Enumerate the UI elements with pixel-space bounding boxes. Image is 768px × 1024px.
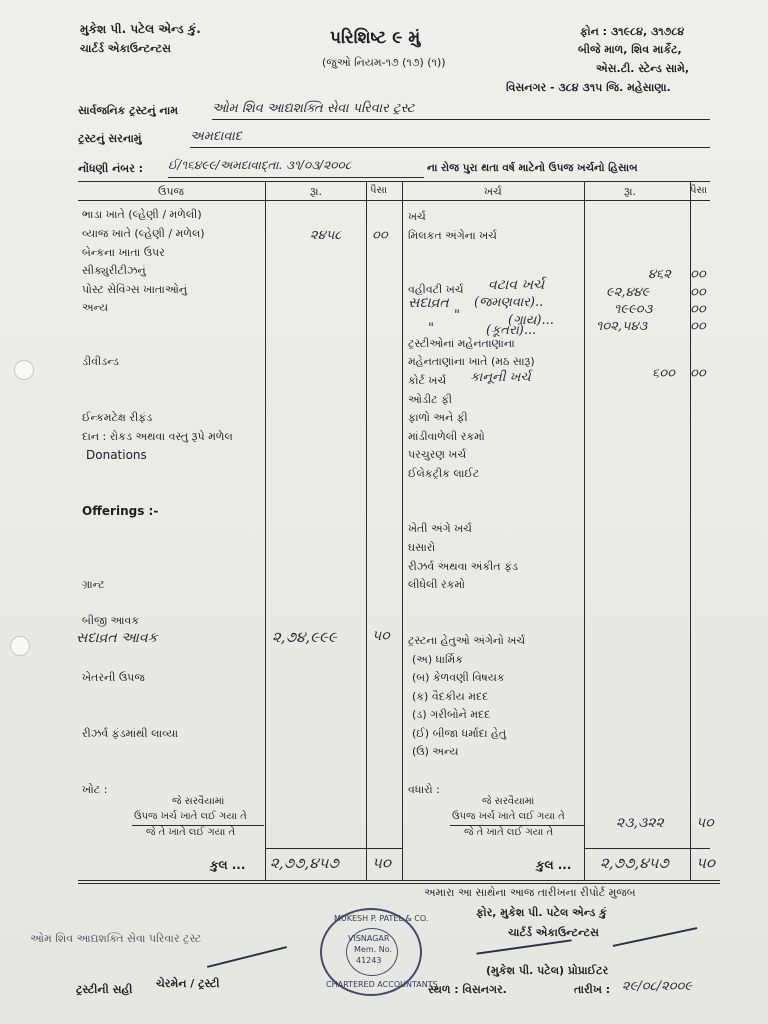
balance-note: જે સરવૈયામાં xyxy=(482,796,535,807)
balance-note: જે તે ખાતે લઈ ગયા તે xyxy=(464,827,554,838)
expense-poor: (ડ) ગરીબોને મદદ xyxy=(412,708,491,721)
expense-court-ps: ૦૦ xyxy=(690,366,706,381)
expense-charitable: (ઈ) બીજા ધર્માદા હેતુ xyxy=(412,727,507,740)
trust-name-value: ઓમ શિવ આદ્યશક્તિ સેવા પરિવાર ટ્રસ્ટ xyxy=(212,101,415,116)
expense-birds-rs: ૧૦૨,૫૪૩ xyxy=(596,319,648,334)
total-expense-ps: ૫૦ xyxy=(696,854,715,872)
total-rule xyxy=(584,848,710,849)
firm-address: એસ.ટી. સ્ટેન્ડ સામે, xyxy=(596,62,690,75)
expense-admin-rs: ૪૬૨ xyxy=(648,267,671,282)
column-divider xyxy=(265,181,266,880)
expense-misc: પરચુરણ ખર્ચ xyxy=(408,448,467,461)
income-sadavrat: સદાવ્રત આવક xyxy=(76,630,158,646)
expense-admin-ps: ૦૦ xyxy=(690,267,706,282)
expense-remuneration: મહેનતાણાંના ખાતે (મઠ સારૂ) xyxy=(408,355,535,368)
income-interest-rs: ૨૪૫૮ xyxy=(310,228,342,243)
date-value: ૨૯/૦૮/૨૦૦૯ xyxy=(622,979,693,994)
balance-note: ઉપજ ખર્ચ ખાતે લઈ ગયા તે xyxy=(452,811,565,822)
expense-court: કોર્ટ ખર્ચ xyxy=(408,374,447,387)
expense-admin: વહીવટી ખર્ચ xyxy=(408,283,464,296)
seal-city: VISNAGAR xyxy=(348,934,390,943)
expense-others: (ઉ) અન્ય xyxy=(412,745,459,758)
expense-property: મિલકત અંગેના ખર્ચ xyxy=(408,229,497,242)
expense-admin-hw: વટાવ ખર્ચ xyxy=(488,277,545,293)
table-header-border xyxy=(78,200,710,201)
trust-address-label: ટ્રસ્ટનું સરનામું xyxy=(78,132,142,145)
seal-top-text: MUKESH P. PATEL & CO. xyxy=(334,914,429,923)
underline xyxy=(190,147,710,148)
total-label: કુલ ... xyxy=(536,858,572,872)
income-grant: ગ્રાન્ટ xyxy=(82,578,105,591)
expense-food-rs: ૯૨,૪૪૯ xyxy=(606,285,650,300)
income-other-income: બીજી આવક xyxy=(82,614,140,627)
expense-reserve-fund: રીઝર્વ અથવા અંકીત ફંડ xyxy=(408,560,518,573)
income-interest-ps: ૦૦ xyxy=(372,228,388,243)
trustee-signature xyxy=(207,946,287,968)
ditto-mark: " xyxy=(428,321,434,336)
income-donations-en: Donations xyxy=(86,448,147,462)
ditto-mark: " xyxy=(454,308,460,323)
expense-education: (બ) કેળવણી વિષયક xyxy=(412,671,505,684)
ca-seal xyxy=(320,908,438,996)
trustee-signature-label: ટ્રસ્ટીની સહી xyxy=(76,983,133,996)
expense-sadavrat-food: (જમણવાર).. xyxy=(474,295,544,310)
expense-sadavrat: સદાવ્રત xyxy=(408,295,449,311)
expense-contribution: ફાળો અને ફી xyxy=(408,411,468,424)
income-other: અન્ય xyxy=(82,301,109,314)
page-title: પરિશિષ્ટ ૯ મું xyxy=(330,28,421,48)
expense-electric: ઈલેકટ્રીક લાઈટ xyxy=(408,467,480,480)
proprietor: (મુકેશ પી. પટેલ) પ્રોપ્રાઈટર xyxy=(486,964,609,977)
column-header-paise: પૈસા xyxy=(690,185,708,196)
trust-address-value: અમદાવાદ xyxy=(190,129,242,144)
report-reference: અમારા આ સાથેના આજ તારીખના રીપોર્ટ મુજબ xyxy=(424,886,636,899)
expense-farming: ખેતી અંગે ખર્ચ xyxy=(408,522,472,535)
expense-court-rs: ૬૦૦ xyxy=(652,366,675,381)
balance-note: જે સરવૈયામાં xyxy=(172,796,225,807)
balance-note: ઉપજ ખર્ચ ખાતે લઈ ગયા તે xyxy=(134,811,247,822)
expense-food-ps: ૦૦ xyxy=(690,285,706,300)
expense-cow-ps: ૦૦ xyxy=(690,302,706,317)
column-header-rs: રૂા. xyxy=(624,185,637,198)
seal-mem-label: Mem. No. xyxy=(354,945,392,954)
expense-religious: (અ) ધાર્મિક xyxy=(412,653,463,666)
income-reserve: રીઝર્વ ફંડમાંથી લાવ્યા xyxy=(82,727,179,740)
seal-mem-number: 41243 xyxy=(356,956,382,965)
column-header-expense: ખર્ચ xyxy=(484,185,502,198)
income-sadavrat-ps: ૫૦ xyxy=(372,628,390,644)
income-dividend: ડીવીડન્ડ xyxy=(82,355,119,368)
income-securities: સીક્યુરીટીઝનું xyxy=(82,264,146,277)
expense-trustee-fees: ટ્રસ્ટીઓનાં મહેનતાણાંના xyxy=(408,337,515,350)
expense-written-off: માંડીવાળેલી રકમો xyxy=(408,430,485,443)
balance-note-rule xyxy=(132,825,264,826)
column-header-rs: રૂા. xyxy=(310,185,323,198)
total-rule xyxy=(265,848,403,849)
expense-heading: ખર્ચ xyxy=(408,210,426,223)
registration-label: નોંધણી નંબર : xyxy=(78,162,144,175)
column-divider xyxy=(402,181,403,880)
total-income-ps: ૫૦ xyxy=(372,854,391,872)
expense-audit: ઓડીટ ફી xyxy=(408,393,453,406)
table-top-border xyxy=(78,181,710,182)
trust-stamp-text: ઓમ શિવ આદ્યશક્તિ સેવા પરિવાર ટ્રસ્ટ xyxy=(30,932,202,945)
punch-hole xyxy=(10,636,30,656)
for-firm: ફોર, મુકેશ પી. પટેલ એન્ડ કું xyxy=(476,906,607,919)
expense-sadavrat-cow: (ગાય)... xyxy=(508,313,554,328)
ca-signature xyxy=(613,927,698,947)
income-farm: ખેતરની ઉપજ xyxy=(82,671,145,684)
income-post: પોસ્ટ સેવિંગ્સ ખાતાઓનું xyxy=(82,283,188,296)
total-expense-rs: ૨,૭૭,૪૫૭ xyxy=(600,854,669,872)
column-header-paise: પૈસા xyxy=(370,185,388,196)
total-label: કુલ ... xyxy=(210,858,246,872)
ca-signature xyxy=(476,939,571,954)
expense-surplus-ps: ૫૦ xyxy=(696,815,714,831)
underline xyxy=(212,119,710,120)
income-rent: ભાડા ખાતે (લ્હેણી / મળેલી) xyxy=(82,208,202,221)
seal-bottom-text: CHARTERED ACCOUNTANTS xyxy=(326,980,438,989)
table-bottom-border xyxy=(78,880,720,881)
firm-phone: ફોન : ૩૧૯૮૪, ૩૧૭૮૪ xyxy=(580,25,685,38)
firm-address: વિસનગર - ૩૮૪ ૩૧૫ જિ. મહેસાણા. xyxy=(506,81,671,94)
chairman-label: ચેરમેન / ટ્રસ્ટી xyxy=(156,977,220,990)
expense-taken-amounts: લીધેલી રકમો xyxy=(408,578,465,591)
expense-cow-rs: ૧૯૯૦૩ xyxy=(614,302,653,317)
underline xyxy=(168,177,424,178)
firm-name: મુકેશ પી. પટેલ એન્ડ કું. xyxy=(80,22,201,36)
expense-birds-ps: ૦૦ xyxy=(690,319,706,334)
registration-value: ઈ/૧૬૪૯૯/અમદાવાદ્તા. ૩૧/૦૩/૨૦૦૮ xyxy=(168,158,352,172)
expense-court-hw: કાનૂની ખર્ચ xyxy=(470,370,531,385)
date-label: તારીખ : xyxy=(574,983,611,996)
expense-medical: (ક) વૈદકીય મદદ xyxy=(412,690,489,703)
expense-objects: ટ્રસ્ટના હેતુઓ અંગેનો ખર્ચ xyxy=(408,634,526,647)
punch-hole xyxy=(14,360,34,380)
firm-designation-footer: ચાર્ટર્ડ એકાઉન્ટન્ટસ xyxy=(508,926,599,939)
expense-surplus: વધારો : xyxy=(408,783,440,796)
income-deficit: ખોટ : xyxy=(82,783,108,796)
page-subtitle: (જુઓ નિયમ-૧૭ (૧૭) (૧)) xyxy=(322,56,446,69)
column-divider xyxy=(366,181,367,880)
trust-name-label: સાર્વજનિક ટ્રસ્ટનું નામ xyxy=(78,104,179,117)
total-income-rs: ૨,૭૭,૪૫૭ xyxy=(270,854,339,872)
income-sadavrat-rs: ૨,૭૪,૯૯૯ xyxy=(272,628,337,646)
firm-designation: ચાર્ટર્ડ એકાઉન્ટન્ટસ xyxy=(80,42,171,55)
column-divider xyxy=(584,181,585,880)
column-header-income: ઉપજ xyxy=(158,185,184,198)
income-interest: વ્યાજ ખાતે (લ્હેણી / મળેલ) xyxy=(82,227,205,240)
table-bottom-border xyxy=(78,883,720,884)
income-offerings-en: Offerings :- xyxy=(82,504,159,518)
income-donation: દાન : રોકડ અથવા વસ્તુ રૂપે મળેલ xyxy=(82,430,233,443)
balance-note: જે તે ખાતે લઈ ગયા તે xyxy=(146,827,236,838)
expense-surplus-rs: ૨૩,૩૨૨ xyxy=(616,815,664,831)
balance-note-rule xyxy=(450,825,584,826)
firm-address: બીજે માળ, શિવ માર્કેટ, xyxy=(578,43,682,56)
income-bank: બેન્કના ખાતા ઉપર xyxy=(82,246,165,259)
place: સ્થળ : વિસનગર. xyxy=(428,983,507,996)
income-tax-refund: ઈન્કમટેક્ષ રીફંડ xyxy=(82,411,153,424)
expense-sadavrat-birds: (કૂતરાં)... xyxy=(486,323,537,338)
registration-suffix: ના રોજ પુરા થતા વર્ષ માટેનો ઉપજ ખર્ચનો હિસાબ xyxy=(427,162,638,174)
expense-depreciation: ઘસારો xyxy=(408,541,436,554)
